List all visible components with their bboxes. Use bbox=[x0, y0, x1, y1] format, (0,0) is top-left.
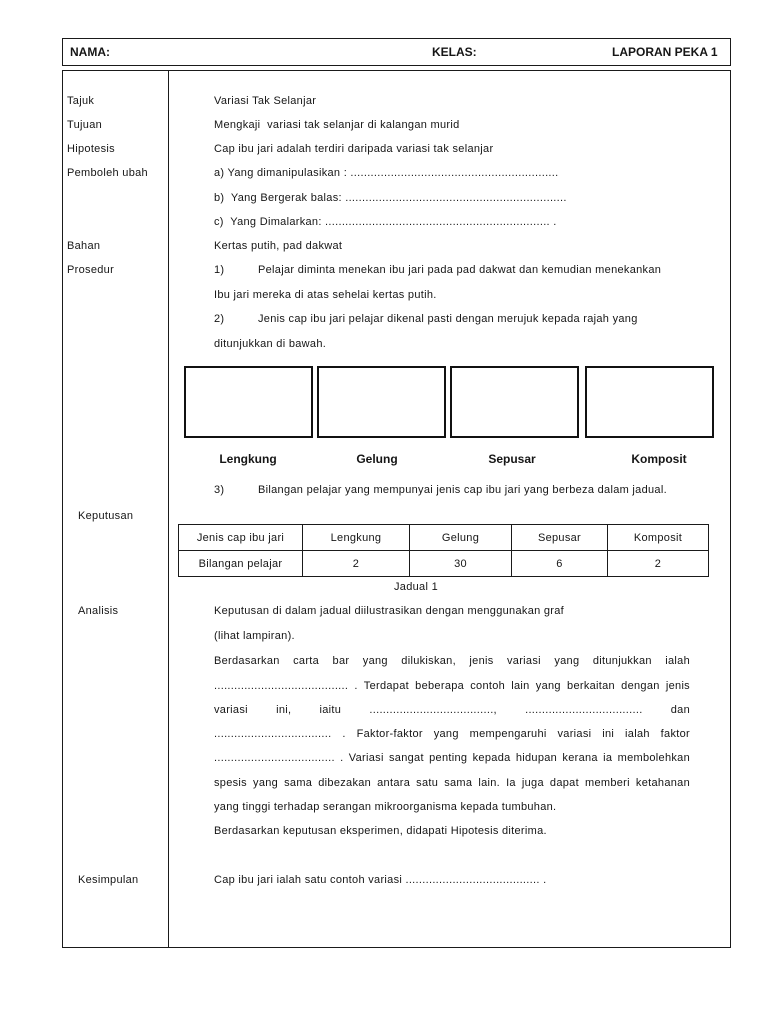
class-label: KELAS: bbox=[432, 45, 477, 59]
analisis-line: .................................... . Variasi sangat penting kepada hidupan kerana ia membolehkan bbox=[214, 752, 690, 764]
tajuk-value: Variasi Tak Selanjar bbox=[214, 95, 317, 107]
column-divider bbox=[168, 70, 169, 948]
analisis-line: Keputusan di dalam jadual diilustrasikan dengan menggunakan graf bbox=[214, 605, 565, 617]
table-header-cell: Lengkung bbox=[303, 525, 410, 551]
table-header-cell: Komposit bbox=[608, 525, 709, 551]
procedure-step-3-number: 3) bbox=[214, 484, 225, 496]
fingerprint-box-lengkung bbox=[184, 366, 313, 438]
fingerprint-label-komposit: Komposit bbox=[631, 452, 687, 466]
hipotesis-value: Cap ibu jari adalah terdiri daripada variasi tak selanjar bbox=[214, 143, 494, 155]
analisis-line: (lihat lampiran). bbox=[214, 630, 295, 642]
procedure-step-3-text: Bilangan pelajar yang mempunyai jenis cap ibu jari yang berbeza dalam jadual. bbox=[258, 484, 667, 496]
tujuan-label: Tujuan bbox=[67, 119, 103, 131]
table-cell: 6 bbox=[512, 551, 608, 577]
table-header-cell: Jenis cap ibu jari bbox=[179, 525, 303, 551]
table-cell: 2 bbox=[608, 551, 709, 577]
fingerprint-box-komposit bbox=[585, 366, 714, 438]
procedure-step-2-number: 2) bbox=[214, 313, 225, 325]
analisis-label: Analisis bbox=[78, 605, 119, 617]
analisis-line: variasi ini, iaitu ....................................., ................................... dan bbox=[214, 704, 690, 716]
kesimpulan-label: Kesimpulan bbox=[78, 874, 139, 886]
variable-constant: c) Yang Dimalarkan: ................................................................... . bbox=[214, 216, 557, 228]
analisis-line: yang tinggi terhadap serangan mikroorganisma kepada tumbuhan. bbox=[214, 801, 557, 813]
tajuk-label: Tajuk bbox=[67, 95, 95, 107]
procedure-step-2-continued: ditunjukkan di bawah. bbox=[214, 338, 327, 350]
table-row bbox=[179, 551, 709, 577]
bahan-value: Kertas putih, pad dakwat bbox=[214, 240, 343, 252]
pemboleh-ubah-label: Pemboleh ubah bbox=[67, 167, 148, 179]
procedure-step-1-continued: Ibu jari mereka di atas sehelai kertas putih. bbox=[214, 289, 437, 301]
results-table bbox=[178, 524, 709, 577]
analisis-line: ........................................ . Terdapat beberapa contoh lain yang berkaitan dengan jenis bbox=[214, 680, 690, 692]
report-title: LAPORAN PEKA 1 bbox=[612, 45, 718, 59]
procedure-step-1-number: 1) bbox=[214, 264, 225, 276]
table-header-row bbox=[179, 525, 709, 551]
procedure-step-1-text: Pelajar diminta menekan ibu jari pada pad dakwat dan kemudian menekankan bbox=[258, 264, 662, 276]
variable-manipulated: a) Yang dimanipulasikan : .............................................................. bbox=[214, 167, 559, 179]
variable-responding: b) Yang Bergerak balas: .................................................................. bbox=[214, 192, 567, 204]
keputusan-label: Keputusan bbox=[78, 510, 134, 522]
fingerprint-label-sepusar: Sepusar bbox=[488, 452, 536, 466]
analisis-line: Berdasarkan keputusan eksperimen, didapati Hipotesis diterima. bbox=[214, 825, 547, 837]
kesimpulan-value: Cap ibu jari ialah satu contoh variasi ........................................ . bbox=[214, 874, 547, 886]
prosedur-label: Prosedur bbox=[67, 264, 115, 276]
analisis-line: spesis yang sama dibezakan antara satu sama lain. Ia juga dapat memberi ketahanan bbox=[214, 777, 690, 789]
fingerprint-box-gelung bbox=[317, 366, 446, 438]
fingerprint-label-lengkung: Lengkung bbox=[219, 452, 277, 466]
name-label: NAMA: bbox=[70, 45, 110, 59]
table-header-cell: Gelung bbox=[410, 525, 512, 551]
table-cell: Bilangan pelajar bbox=[179, 551, 303, 577]
tujuan-value: Mengkaji variasi tak selanjar di kalangan murid bbox=[214, 119, 460, 131]
hipotesis-label: Hipotesis bbox=[67, 143, 115, 155]
procedure-step-2-text: Jenis cap ibu jari pelajar dikenal pasti dengan merujuk kepada rajah yang bbox=[258, 313, 638, 325]
table-cell: 30 bbox=[410, 551, 512, 577]
analisis-line: ................................... . Faktor-faktor yang mempengaruhi variasi ini ialah faktor bbox=[214, 728, 690, 740]
fingerprint-label-gelung: Gelung bbox=[356, 452, 398, 466]
bahan-label: Bahan bbox=[67, 240, 101, 252]
table-cell: 2 bbox=[303, 551, 410, 577]
fingerprint-box-sepusar bbox=[450, 366, 579, 438]
table-header-cell: Sepusar bbox=[512, 525, 608, 551]
analisis-line: Berdasarkan carta bar yang dilukiskan, jenis variasi yang ditunjukkan ialah bbox=[214, 655, 690, 667]
table-caption: Jadual 1 bbox=[394, 581, 438, 593]
